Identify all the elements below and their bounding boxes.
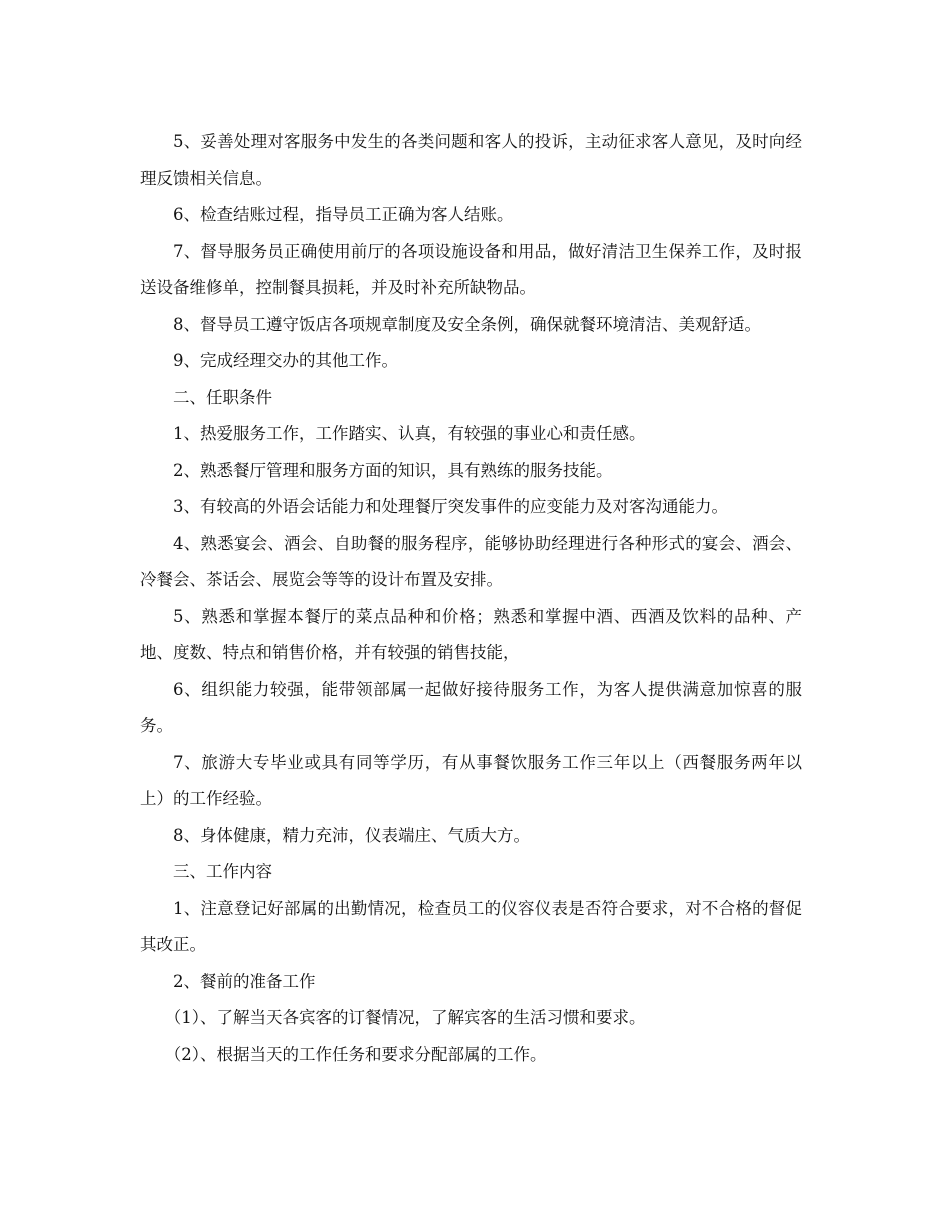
paragraph-qualification-2: 2、熟悉餐厅管理和服务方面的知识，具有熟练的服务技能。 xyxy=(173,460,613,480)
paragraph-work-2-sub-2: （2）、根据当天的工作任务和要求分配部属的工作。 xyxy=(164,1044,547,1064)
paragraph-qualification-7: 7、旅游大专毕业或具有同等学历，有从事餐饮服务工作三年以上（西餐服务两年以上）的工作经验。 xyxy=(140,752,802,808)
paragraph-work-2-sub-1: （1）、了解当天各宾客的订餐情况，了解宾客的生活习惯和要求。 xyxy=(164,1008,646,1027)
paragraph-item-8: 8、督导员工遵守饭店各项规章制度及安全条例，确保就餐环境清洁、美观舒适。 xyxy=(173,314,761,334)
paragraph-qualification-3: 3、有较高的外语会话能力和处理餐厅突发事件的应变能力及对客沟通能力。 xyxy=(173,497,728,516)
paragraph-item-7: 7、督导服务员正确使用前厅的各项设施设备和用品，做好清洁卫生保养工作，及时报送设备维修单，控制餐具损耗，并及时补充所缺物品。 xyxy=(140,241,802,297)
section-heading-qualifications: 二、任职条件 xyxy=(173,387,272,407)
paragraph-qualification-1: 1、热爱服务工作，工作踏实、认真，有较强的事业心和责任感。 xyxy=(173,424,646,443)
paragraph-qualification-4: 4、熟悉宴会、酒会、自助餐的服务程序，能够协助经理进行各种形式的宴会、酒会、冷餐会、茶话会、展览会等等的设计布置及安排。 xyxy=(140,533,802,589)
section-heading-work-content: 三、工作内容 xyxy=(173,862,272,881)
paragraph-item-6: 6、检查结账过程，指导员工正确为客人结账。 xyxy=(173,205,514,224)
paragraph-item-5: 5、妥善处理对客服务中发生的各类问题和客人的投诉，主动征求客人意见，及时向经理反馈相关信息。 xyxy=(140,132,802,188)
paragraph-qualification-8: 8、身体健康，精力充沛，仪表端庄、气质大方。 xyxy=(173,825,530,845)
paragraph-qualification-6: 6、组织能力较强，能带领部属一起做好接待服务工作，为客人提供满意加惊喜的服务。 xyxy=(140,679,802,735)
paragraph-work-2: 2、餐前的准备工作 xyxy=(173,971,316,991)
paragraph-work-1: 1、注意登记好部属的出勤情况，检查员工的仪容仪表是否符合要求，对不合格的督促其改正。 xyxy=(140,898,802,954)
document-body xyxy=(140,124,802,1073)
paragraph-qualification-5: 5、熟悉和掌握本餐厅的菜点品种和价格；熟悉和掌握中酒、西酒及饮料的品种、产地、度数、特点和销售价格，并有较强的销售技能， xyxy=(140,606,802,662)
paragraph-item-9: 9、完成经理交办的其他工作。 xyxy=(173,351,398,370)
